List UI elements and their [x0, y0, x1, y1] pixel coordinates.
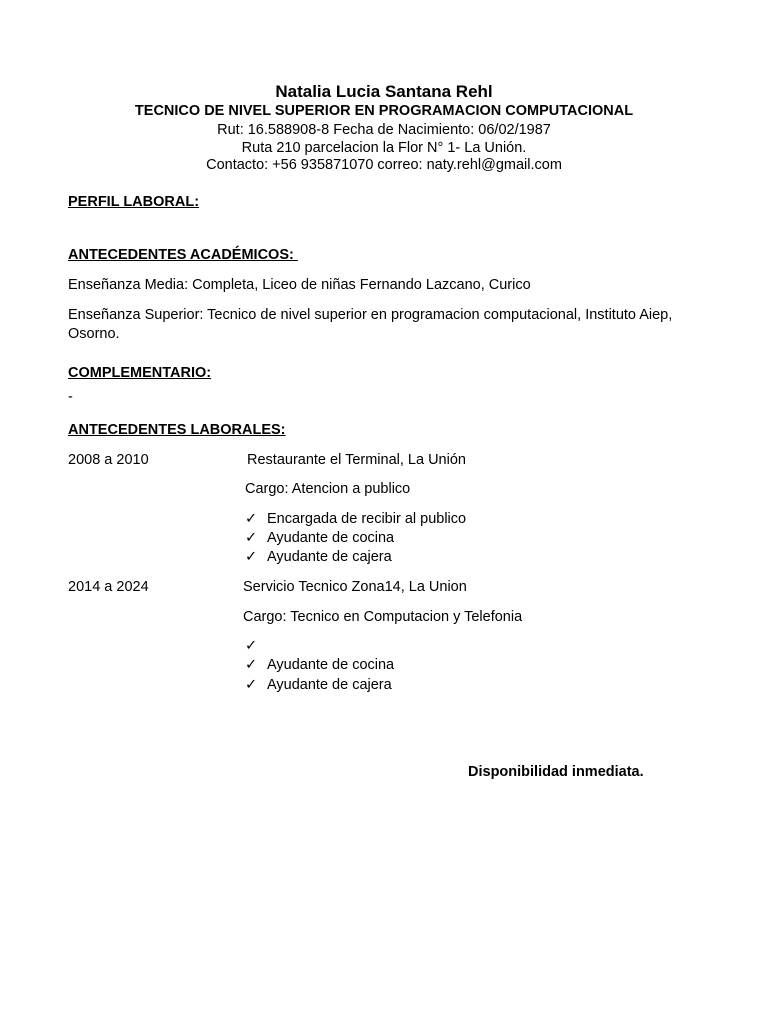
- ensenanza-superior-line-1: Enseñanza Superior: Tecnico de nivel superior en programacion computacional, Instituto Aiep,: [68, 307, 673, 323]
- check-icon: ✓: [245, 638, 258, 654]
- check-icon: ✓: [245, 657, 258, 673]
- contact-line: Contacto: +56 935871070 correo: naty.rehl@gmail.com: [206, 157, 562, 173]
- perfil-laboral-heading: PERFIL LABORAL:: [68, 194, 200, 210]
- job-1-task-3: [245, 548, 392, 566]
- check-icon: ✓: [245, 511, 258, 527]
- availability-note: Disponibilidad inmediata.: [468, 764, 644, 780]
- job-1-cargo: Cargo: Atencion a publico: [245, 481, 411, 497]
- job-2-cargo: Cargo: Tecnico en Computacion y Telefonia: [243, 609, 523, 625]
- task-text: Ayudante de cajera: [267, 549, 392, 565]
- ensenanza-superior-line-2: Osorno.: [68, 326, 120, 342]
- job-2-task-2: [245, 656, 394, 674]
- job-2-period: 2014 a 2024: [68, 579, 149, 595]
- task-text: Ayudante de cocina: [267, 657, 395, 673]
- rut-birthdate-line: Rut: 16.588908-8 Fecha de Nacimiento: 06/02/1987: [217, 122, 551, 138]
- complementario-content: -: [68, 389, 73, 405]
- check-icon: ✓: [245, 677, 258, 693]
- job-2-task-3: [245, 676, 392, 694]
- job-1-period: 2008 a 2010: [68, 452, 149, 468]
- complementario-heading: COMPLEMENTARIO:: [68, 365, 212, 381]
- address-line: Ruta 210 parcelacion la Flor N° 1- La Unión.: [241, 140, 527, 156]
- job-1-place: Restaurante el Terminal, La Unión: [247, 452, 466, 468]
- check-icon: ✓: [245, 530, 258, 546]
- check-icon: ✓: [245, 549, 258, 565]
- task-text: Encargada de recibir al publico: [267, 511, 467, 527]
- candidate-name: Natalia Lucia Santana Rehl: [275, 82, 493, 101]
- task-text: Ayudante de cajera: [267, 677, 392, 693]
- task-text: Ayudante de cocina: [267, 530, 395, 546]
- antecedentes-academicos-heading: ANTECEDENTES ACADÉMICOS:: [68, 247, 298, 263]
- ensenanza-media: Enseñanza Media: Completa, Liceo de niñas Fernando Lazcano, Curico: [68, 277, 531, 293]
- job-1-task-2: [245, 529, 394, 547]
- candidate-title: TECNICO DE NIVEL SUPERIOR EN PROGRAMACION COMPUTACIONAL: [134, 103, 634, 119]
- job-2-task-1: [245, 637, 267, 655]
- antecedentes-laborales-heading: ANTECEDENTES LABORALES:: [68, 422, 286, 438]
- job-2-place: Servicio Tecnico Zona14, La Union: [243, 579, 467, 595]
- job-1-task-1: [245, 510, 466, 528]
